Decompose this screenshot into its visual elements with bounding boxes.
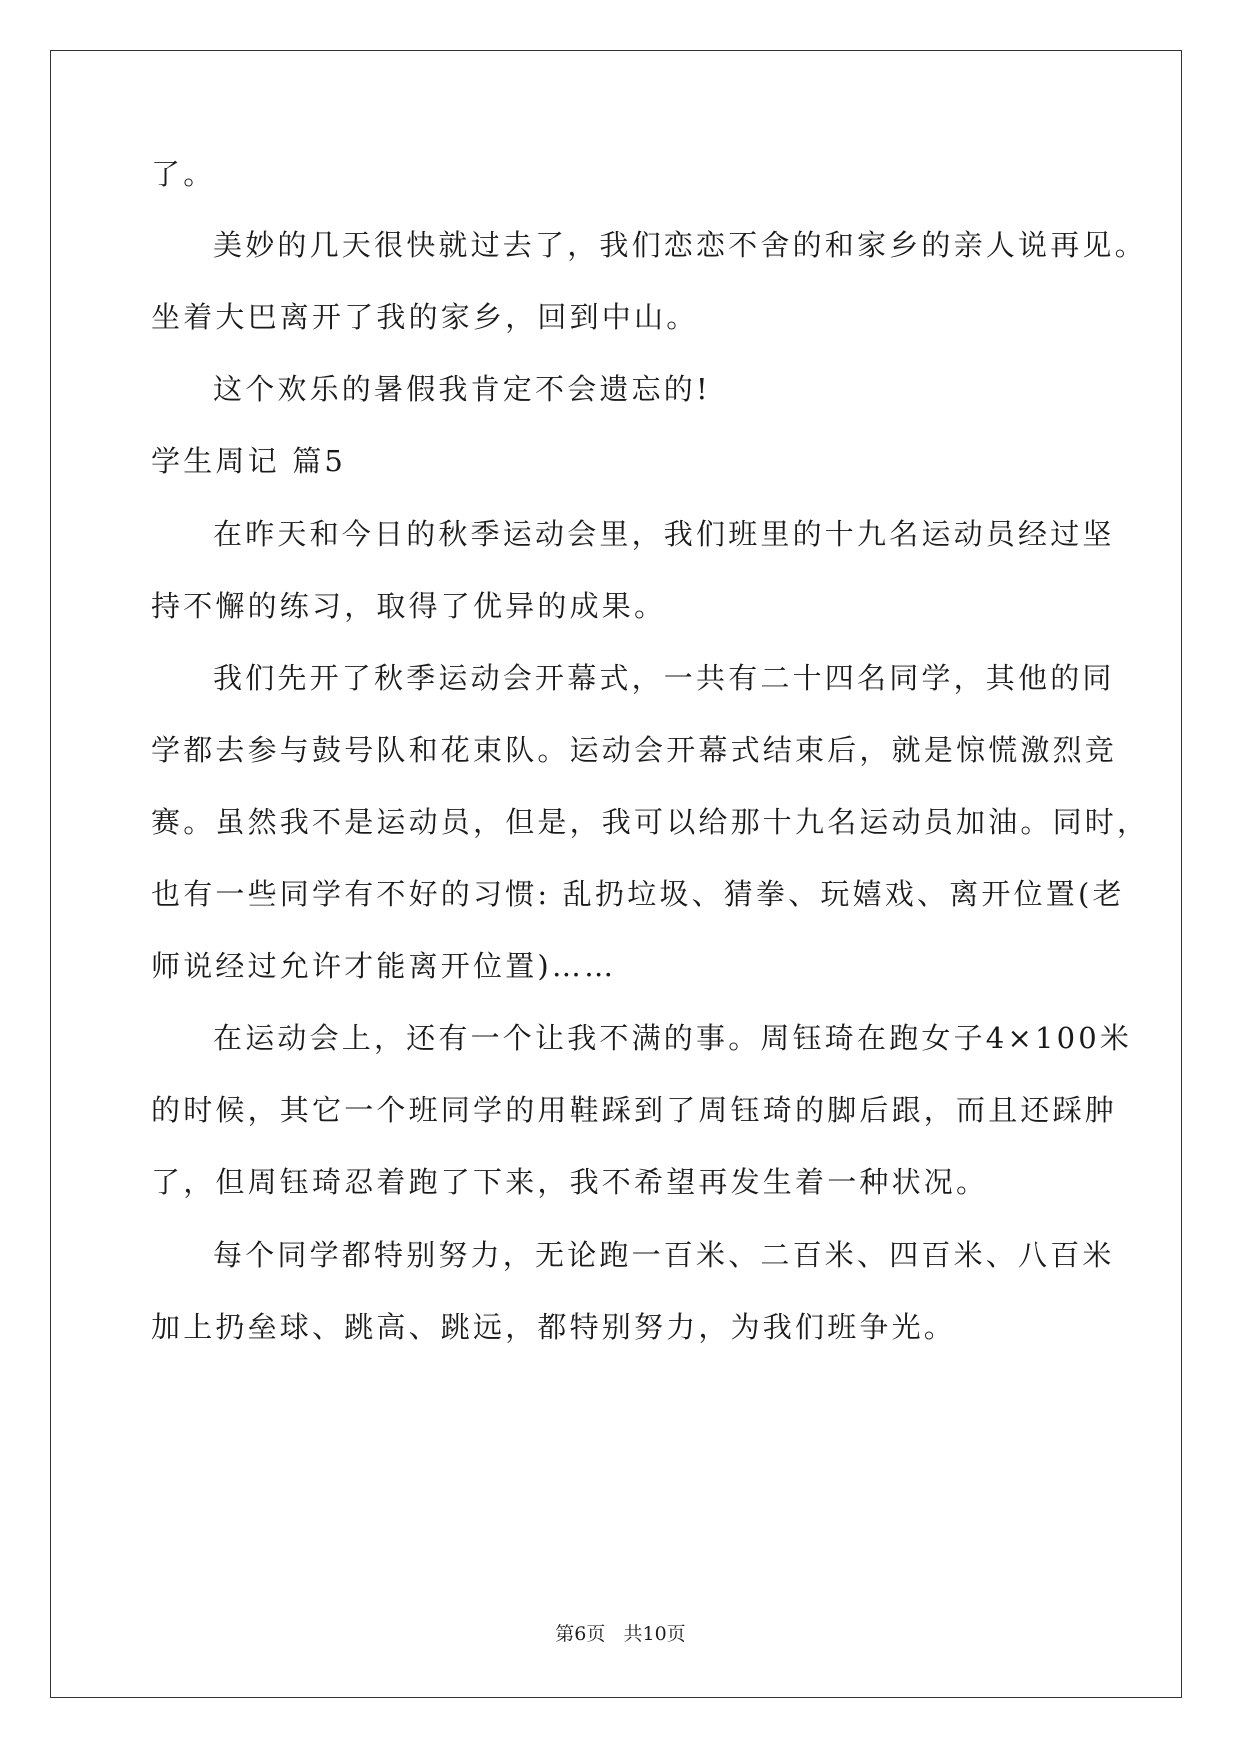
- paragraph-line: 每个同学都特别努力，无论跑一百米、二百米、四百米、八百米: [213, 1238, 1115, 1272]
- text-line: 也有一些同学有不好的习惯: 乱扔垃圾、猜拳、玩嬉戏、离开位置(老: [151, 877, 1125, 911]
- text-line: 持不懈的练习，取得了优异的成果。: [151, 589, 667, 623]
- page-border: [50, 50, 1182, 1698]
- text-line: 了，但周钰琦忍着跑了下来，我不希望再发生着一种状况。: [151, 1165, 989, 1199]
- paragraph-line: 美妙的几天很快就过去了，我们恋恋不舍的和家乡的亲人说再见。: [213, 228, 1147, 262]
- text-line: 学都去参与鼓号队和花束队。运动会开幕式结束后，就是惊慌激烈竞: [151, 733, 1118, 767]
- paragraph-line: 在昨天和今日的秋季运动会里，我们班里的十九名运动员经过坚: [213, 517, 1115, 551]
- text-line: 加上扔垒球、跳高、跳远，都特别努力，为我们班争光。: [151, 1310, 957, 1344]
- paragraph-line: 我们先开了秋季运动会开幕式，一共有二十四名同学，其他的同: [213, 661, 1115, 695]
- text-line: 坐着大巴离开了我的家乡，回到中山。: [151, 300, 699, 334]
- text-line: 赛。虽然我不是运动员，但是，我可以给那十九名运动员加油。同时，: [151, 805, 1150, 839]
- paragraph-line: 这个欢乐的暑假我肯定不会遗忘的!: [213, 372, 711, 406]
- text-line: 师说经过允许才能离开位置)……: [151, 949, 617, 983]
- paragraph-line: 在运动会上，还有一个让我不满的事。周钰琦在跑女子4×100米: [213, 1021, 1133, 1055]
- section-heading: 学生周记 篇5: [151, 444, 347, 478]
- text-line: 的时候，其它一个班同学的用鞋踩到了周钰琦的脚后跟，而且还踩肿: [151, 1093, 1118, 1127]
- text-line: 了。: [151, 157, 216, 191]
- page-number: 第6页 共10页: [555, 1623, 686, 1645]
